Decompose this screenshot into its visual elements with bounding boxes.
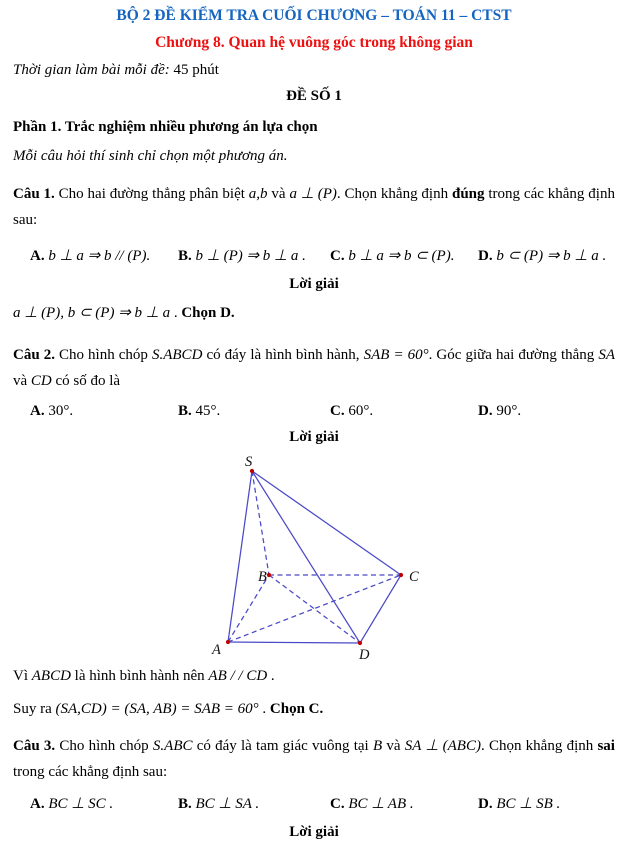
option-d-text: b ⊂ (P) ⇒ b ⊥ a . (496, 248, 607, 264)
text-run: Cho hình chóp (54, 347, 152, 363)
edge-AC-dashed (228, 575, 401, 642)
math-run: S.ABC (152, 738, 193, 754)
math-run: (SA,CD) = (SA, AB) = SAB = 60° (55, 701, 259, 717)
vertex-dot-D (358, 641, 362, 645)
text-run: có số đo là (51, 373, 121, 389)
option-a-label: A. (30, 796, 45, 812)
vertex-label-S: S (245, 454, 253, 470)
question-1-label: Câu 1. (13, 186, 55, 202)
edge-AD-solid (228, 642, 360, 643)
text-run: trong các khẳng định sau: (13, 186, 615, 228)
text-run: là hình bình hành nên (70, 668, 209, 684)
text-run: Cho hình chóp (55, 738, 153, 754)
option-b-text: 45°. (195, 403, 221, 419)
option-b-label: B. (178, 403, 192, 419)
option-a-label: A. (30, 403, 45, 419)
vertex-dot-A (226, 640, 230, 644)
question-1-options (13, 246, 615, 266)
vertex-label-C: C (409, 569, 419, 585)
option-b-text: BC ⊥ SA . (195, 796, 260, 812)
question-3-label: Câu 3. (13, 738, 56, 754)
solution-q2-line1 (13, 664, 615, 688)
option-d-label: D. (478, 248, 493, 264)
time-line (13, 60, 615, 80)
text-run: có đáy là tam giác vuông tại (192, 738, 373, 754)
solution-q1 (13, 301, 615, 325)
text-run: Suy ra (13, 701, 56, 717)
math-run: a,b (248, 186, 268, 202)
option-d (478, 401, 615, 421)
option-d-label: D. (478, 403, 493, 419)
text-run: và (382, 738, 405, 754)
pyramid-figure (13, 450, 615, 662)
solution-q2-line2 (13, 697, 615, 721)
solution-heading-q3: Lời giải (289, 824, 339, 840)
option-c-text: BC ⊥ AB . (348, 796, 414, 812)
solution-heading-q2: Lời giải (289, 429, 339, 445)
text-run: . (267, 668, 275, 684)
option-b (178, 794, 330, 814)
option-d (478, 794, 615, 814)
text-run: Vì (13, 668, 32, 684)
doc-subtitle: Chương 8. Quan hệ vuông góc trong không gian (155, 34, 473, 51)
edge-SA-solid (228, 471, 252, 642)
edge-AB-dashed (228, 575, 269, 642)
edge-SC-solid (252, 471, 401, 575)
option-c (330, 246, 478, 266)
option-a-text: BC ⊥ SC . (48, 796, 114, 812)
option-c-label: C. (330, 403, 345, 419)
question-3 (13, 733, 615, 785)
text-run: có đáy là hình bình hành, (202, 347, 364, 363)
math-run: CD (30, 373, 52, 389)
edge-SB-dashed (252, 471, 269, 575)
option-c (330, 401, 478, 421)
option-c-text: b ⊥ a ⇒ b ⊂ (P). (348, 248, 455, 264)
text-run: trong các khẳng định sau: (13, 764, 168, 780)
edge-SD-solid (252, 471, 360, 643)
math-run: AB / / CD (208, 668, 268, 684)
exam-number: ĐỀ SỐ 1 (286, 88, 342, 104)
option-c-label: C. (330, 796, 345, 812)
part1-heading: Phần 1. Trắc nghiệm nhiều phương án lựa chọn (13, 119, 318, 135)
edge-DC-solid (360, 575, 401, 643)
math-run: a ⊥ (P), b ⊂ (P) ⇒ b ⊥ a (13, 305, 171, 321)
option-a-label: A. (30, 248, 45, 264)
question-2-options (13, 401, 615, 421)
text-run: . (258, 701, 270, 717)
option-a (30, 401, 178, 421)
math-run: ABCD (31, 668, 71, 684)
vertex-label-D: D (359, 647, 370, 662)
vertex-dot-C (399, 573, 403, 577)
question-2-label: Câu 2. (13, 347, 55, 363)
option-d-text: 90°. (496, 403, 522, 419)
option-c-label: C. (330, 248, 345, 264)
option-b-label: B. (178, 796, 192, 812)
text-run: và (267, 186, 290, 202)
vertex-dot-B (267, 573, 271, 577)
option-b-label: B. (178, 248, 192, 264)
solution-heading-q1: Lời giải (289, 276, 339, 292)
option-b (178, 401, 330, 421)
math-run: SA ⊥ (ABC) (404, 738, 481, 754)
option-c-text: 60°. (348, 403, 374, 419)
text-run: . Chọn khẳng định (336, 186, 452, 202)
doc-title: BỘ 2 ĐỀ KIỂM TRA CUỐI CHƯƠNG – TOÁN 11 – CTST (116, 7, 512, 24)
emphasis-run: sai (597, 738, 615, 754)
text-run: . Chọn khẳng định (480, 738, 598, 754)
text-run: Cho hai đường thẳng phân biệt (54, 186, 249, 202)
question-2 (13, 342, 615, 394)
text-run: và (13, 373, 31, 389)
option-a (30, 794, 178, 814)
time-value: 45 phút (169, 62, 219, 78)
answer-choice-q2: Chọn C. (269, 701, 324, 717)
math-run: SAB = 60° (363, 347, 429, 363)
option-a-text: 30°. (48, 403, 74, 419)
question-3-options (13, 794, 615, 814)
math-run: S.ABCD (151, 347, 203, 363)
math-run: a ⊥ (P) (289, 186, 337, 202)
option-b (178, 246, 330, 266)
option-c (330, 794, 478, 814)
option-a (30, 246, 178, 266)
question-1 (13, 181, 615, 233)
vertex-label-A: A (212, 642, 221, 658)
option-d-label: D. (478, 796, 493, 812)
answer-choice-q1: Chọn D. (181, 305, 235, 321)
emphasis-run: đúng (451, 186, 485, 202)
option-b-text: b ⊥ (P) ⇒ b ⊥ a . (195, 248, 306, 264)
text-run: . (170, 305, 182, 321)
option-a-text: b ⊥ a ⇒ b // (P). (48, 248, 151, 264)
part1-note: Mỗi câu hỏi thí sinh chỉ chọn một phương án. (13, 148, 288, 164)
edge-BD-dashed (269, 575, 360, 643)
math-run: B (372, 738, 383, 754)
text-run: . Góc giữa hai đường thẳng (428, 347, 599, 363)
time-label: Thời gian làm bài mỗi đề: (13, 62, 170, 78)
option-d (478, 246, 615, 266)
math-run: SA (598, 347, 615, 363)
vertex-label-B: B (258, 569, 267, 585)
option-d-text: BC ⊥ SB . (496, 796, 561, 812)
